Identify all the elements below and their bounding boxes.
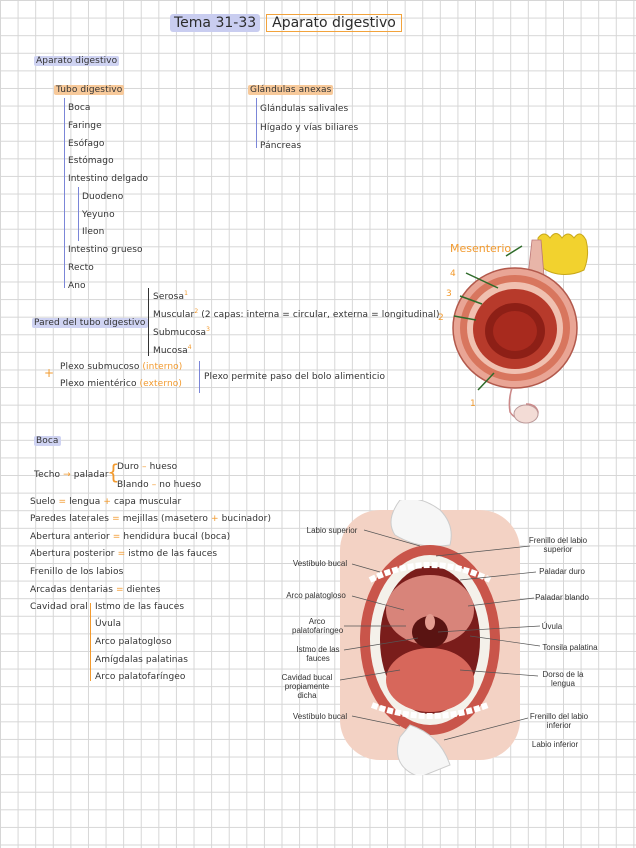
page-title xyxy=(170,14,402,32)
section-heading-aparato: Aparato digestivo xyxy=(36,56,118,66)
mouth-label: Arco palatofaríngeo xyxy=(292,617,344,635)
mouth-label: Úvula xyxy=(541,622,563,631)
cavidad-label: Cavidad oral xyxy=(30,602,88,612)
tubo-item: Estómago xyxy=(68,156,114,166)
paredes-line: Paredes laterales = mejillas (masetero + bucinador) xyxy=(30,514,272,524)
tubo-item: Ano xyxy=(68,281,86,291)
paladar-brace: { xyxy=(107,460,120,484)
mouth-label: Cavidad bucal propiamente dicha xyxy=(281,673,333,700)
cavidad-bracket xyxy=(90,603,91,681)
tubo-bracket xyxy=(64,98,65,288)
mouth-label: Paladar duro xyxy=(539,567,585,576)
mouth-label: Labio superior xyxy=(306,526,358,535)
layer-serosa: Serosa$^1$ xyxy=(153,290,188,302)
mouth-label: Paladar blando xyxy=(535,593,589,602)
glandula-item: Hígado y vías biliares xyxy=(260,123,359,133)
cavidad-item: Amígdalas palatinas xyxy=(95,655,189,665)
cavidad-item: Arco palatogloso xyxy=(95,637,172,647)
mouth-label: Arco palatogloso xyxy=(286,591,346,600)
mouth-label: Frenillo del labio superior xyxy=(528,536,588,554)
tubo-item: Intestino delgado xyxy=(68,174,149,184)
tema-label: Tema 31-33 xyxy=(170,14,260,32)
plexo-note: Plexo permite paso del bolo alimenticio xyxy=(204,372,386,382)
diagram-num: 2 xyxy=(438,313,444,323)
cavidad-item: Úvula xyxy=(95,619,122,629)
tubo-label: Tubo digestivo xyxy=(56,85,123,95)
plexo-bracket xyxy=(199,361,200,393)
tubo-item: Faringe xyxy=(68,121,102,131)
title-label: Aparato digestivo xyxy=(266,14,402,32)
delgado-item: Ileon xyxy=(82,227,105,237)
plexo-mienterico: Plexo mientérico (externo) xyxy=(60,379,182,389)
arcadas-line: Arcadas dentarias = dientes xyxy=(30,585,161,595)
mouth-label: Dorso de la lengua xyxy=(542,670,584,688)
blando-line: Blando – no hueso xyxy=(117,480,202,490)
abertura-anterior-line: Abertura anterior = hendidura bucal (boca) xyxy=(30,532,231,542)
suelo-line: Suelo = lengua + capa muscular xyxy=(30,497,182,507)
glandula-item: Páncreas xyxy=(260,141,302,151)
tubo-item: Intestino grueso xyxy=(68,245,143,255)
cavidad-item: Istmo de las fauces xyxy=(95,602,185,612)
cavidad-item: Arco palatofaríngeo xyxy=(95,672,186,682)
frenillo-line: Frenillo de los labios xyxy=(30,567,124,577)
mouth-label: Frenillo del labio inferior xyxy=(529,712,589,730)
layer-muscular: Muscular$^2$ (2 capas: interna = circular, externa = longitudinal) xyxy=(153,308,440,320)
glandulas-bracket xyxy=(256,98,257,148)
mouth-leader-lines xyxy=(340,520,540,760)
tubo-item: Recto xyxy=(68,263,94,273)
mouth-label: Vestíbulo bucal xyxy=(292,559,348,568)
section-heading-boca: Boca xyxy=(36,436,59,446)
layer-mucosa: Mucosa$^4$ xyxy=(153,344,192,356)
mouth-label: Istmo de las fauces xyxy=(296,645,340,663)
delgado-item: Yeyuno xyxy=(82,210,115,220)
mouth-label: Labio inferior xyxy=(531,740,579,749)
diagram-num: 1 xyxy=(470,399,476,409)
mouth-label: Tonsila palatina xyxy=(542,643,598,652)
plexo-submucoso: Plexo submucoso (interno) xyxy=(60,362,183,372)
diagram-num: 4 xyxy=(450,269,456,279)
plus-sign: + xyxy=(44,366,55,380)
techo-line: Techo → paladar xyxy=(34,470,109,480)
pared-label: Pared del tubo digestivo xyxy=(34,318,146,328)
pared-bracket xyxy=(148,288,149,356)
diagram-num: 3 xyxy=(446,289,452,299)
delgado-bracket xyxy=(78,187,79,241)
delgado-item: Duodeno xyxy=(82,192,124,202)
abertura-posterior-line: Abertura posterior = istmo de las fauces xyxy=(30,549,218,559)
mesenterio-label: Mesenterio xyxy=(450,242,512,255)
intestine-diagram xyxy=(420,228,610,433)
tubo-item: Boca xyxy=(68,103,91,113)
glandula-item: Glándulas salivales xyxy=(260,104,349,114)
layer-submucosa: Submucosa$^3$ xyxy=(153,326,211,338)
duro-line: Duro – hueso xyxy=(117,462,178,472)
tubo-item: Esófago xyxy=(68,139,105,149)
glandulas-label: Glándulas anexas xyxy=(250,85,332,95)
mouth-label: Vestíbulo bucal xyxy=(292,712,348,721)
